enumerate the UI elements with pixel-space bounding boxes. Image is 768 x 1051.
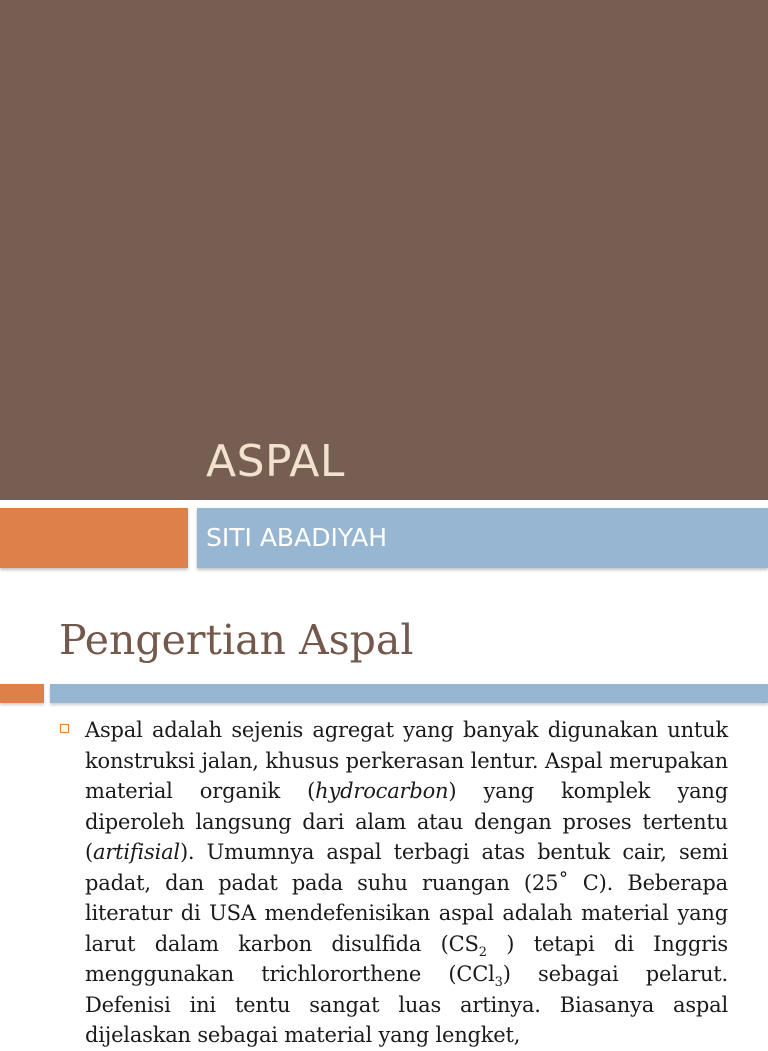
slide-title: ASPAL bbox=[206, 436, 345, 487]
section-heading: Pengertian Aspal bbox=[59, 616, 414, 664]
paragraph-text-2: ) yang komplek yang diperoleh langsung dari alam atau dengan proses tertentu ( bbox=[85, 779, 728, 864]
paragraph-text-3: ). Umumnya aspal terbagi atas bentuk cair, semi padat, dan padat pada suhu ruangan (25˚ C). Beberapa literatur di USA mendefenisikan aspal adalah material yang larut dalam karbon disulfida (CS bbox=[85, 840, 728, 956]
body-paragraph bbox=[85, 715, 728, 1051]
heading-accent-blue bbox=[50, 684, 768, 703]
subscript-1: 2 bbox=[478, 944, 487, 960]
hollow-square-bullet-icon bbox=[60, 724, 69, 733]
paragraph-text-1: Aspal adalah sejenis agregat yang banyak digunakan untuk konstruksi jalan, khusus perkerasan lentur. Aspal merupakan material organik ( bbox=[85, 718, 728, 803]
paragraph-emphasis-1: hydrocarbon bbox=[315, 779, 449, 803]
accent-bar-orange bbox=[0, 508, 188, 568]
title-panel bbox=[0, 0, 768, 500]
paragraph-emphasis-2: artifisial bbox=[93, 840, 180, 864]
paragraph-text-5: ) sebagai pelarut. Defenisi ini tentu sangat luas artinya. Biasanya aspal dijelaskan sebagai material yang lengket, bbox=[85, 962, 728, 1047]
slide-subtitle: SITI ABADIYAH bbox=[206, 523, 388, 552]
heading-accent-orange bbox=[0, 684, 44, 703]
subscript-2: 3 bbox=[494, 975, 503, 991]
paragraph-text-4: ) tetapi di Inggris menggunakan trichlororthene (CCl bbox=[85, 931, 728, 986]
